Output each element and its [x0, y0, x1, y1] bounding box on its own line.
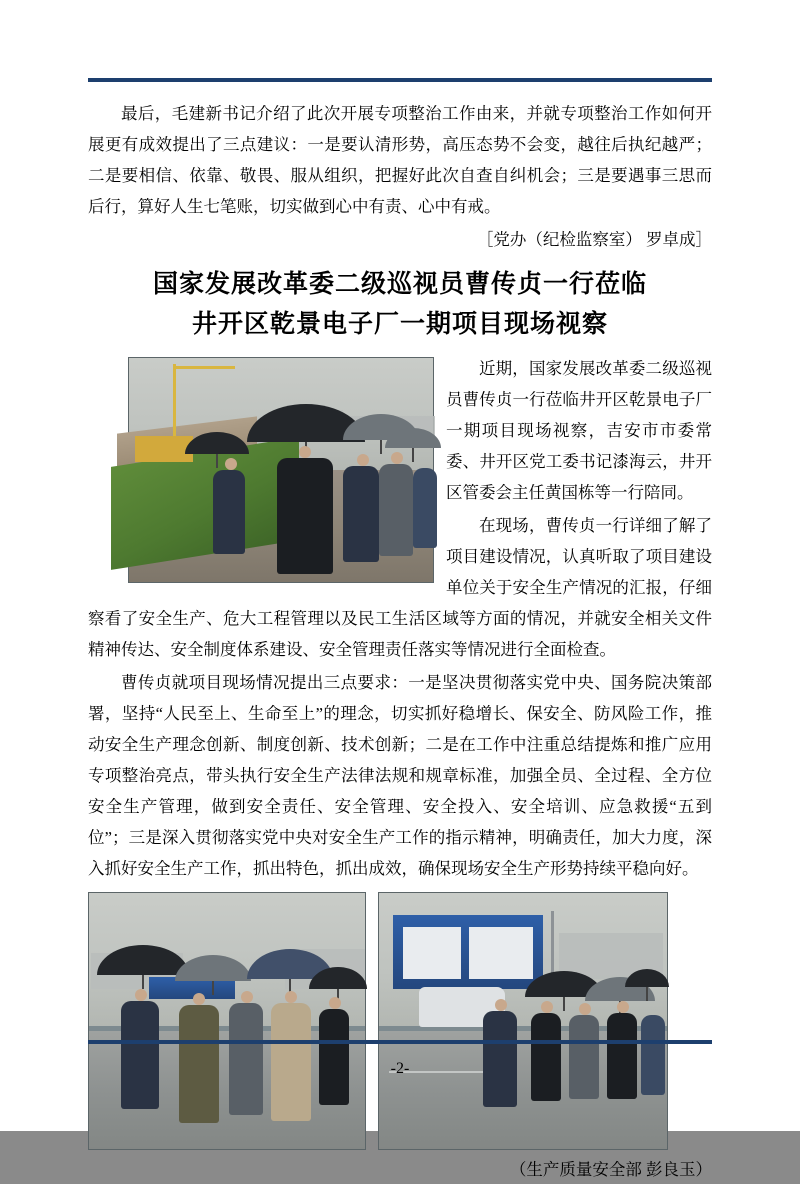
top-divider-rule	[88, 78, 712, 82]
photo-site-inspection-lead	[128, 357, 434, 583]
person-figure	[213, 470, 245, 554]
person-head	[357, 454, 369, 466]
project-display-board-panel	[469, 927, 533, 979]
person-figure	[413, 468, 437, 548]
person-head	[541, 1001, 553, 1013]
person-figure	[641, 1015, 665, 1095]
person-figure	[569, 1015, 599, 1099]
photo-site-inspection-banner	[378, 892, 668, 1150]
person-head	[495, 999, 507, 1011]
person-figure	[531, 1013, 561, 1101]
person-figure	[319, 1009, 349, 1105]
person-figure	[607, 1013, 637, 1099]
person-head	[225, 458, 237, 470]
person-head	[329, 997, 341, 1009]
person-head	[579, 1003, 591, 1015]
person-figure	[483, 1011, 517, 1107]
person-figure	[343, 466, 379, 562]
excavator-shape	[135, 436, 193, 462]
page-number: -2-	[390, 1060, 410, 1077]
person-figure	[379, 464, 413, 556]
photo-site-inspection-group	[88, 892, 366, 1150]
section-signature: ［党办（纪检监察室） 罗卓成］	[476, 230, 712, 249]
article-title	[88, 265, 712, 345]
page-content	[88, 78, 712, 1179]
crane-icon	[173, 364, 176, 438]
person-head	[135, 989, 147, 1001]
bottom-divider-rule	[88, 1040, 712, 1044]
person-figure	[121, 1001, 159, 1109]
project-display-board-panel	[403, 927, 461, 979]
paragraph-article-3: 曹传贞就项目现场情况提出三点要求：一是坚决贯彻落实党中央、国务院决策部署，坚持“人民至上、生命至上”的理念，切实抓好稳增长、保安全、防风险工作，推动安全生产理念创新、制度创新、技术创新；二是在工作中注重总结提炼和推广应用专项整治亮点，带头执行安全生产法律法规和规章标准，加强全员、全过程、全方位安全生产管理，做到安全责任、安全管理、安全投入、安全培训、应急救援“五到位”；三是深入贯彻落实党中央对安全生产工作的指示精神，明确责任，加大力度，深入抓好安全生产工作，抓出特色，抓出成效，确保现场安全生产形势持续平稳向好。	[88, 673, 712, 878]
crane-icon	[173, 366, 235, 369]
person-head	[241, 991, 253, 1003]
paragraph-article-2: 在现场，曹传贞一行详细了解了项目建设情况，认真听取了项目建设单位关于安全生产情况的汇报，仔细察看了安全生产、危大工程管理以及民工生活区域等方面的情况，并就安全相关文件精神传达、安全制度体系建设、安全管理责任落实等情况进行全面检查。	[88, 516, 712, 659]
article-lead-block	[88, 353, 712, 665]
article-title-line-2: 井开区乾景电子厂一期项目现场视察	[191, 311, 608, 338]
article-title-line-1: 国家发展改革委二级巡视员曹传贞一行莅临	[152, 271, 647, 298]
paragraph-article-1: 近期，国家发展改革委二级巡视员曹传贞一行莅临井开区乾景电子厂一期项目现场视察，吉安市市委常委、井开区党工委书记漆海云，井开区管委会主任黄国栋等一行陪同。	[446, 359, 712, 502]
person-head	[285, 991, 297, 1003]
person-head	[617, 1001, 629, 1013]
person-figure	[277, 458, 333, 574]
photo-row	[88, 892, 712, 1150]
person-head	[391, 452, 403, 464]
paragraph-top-1: 最后，毛建新书记介绍了此次开展专项整治工作由来，并就专项整治工作如何开展更有成效提出了三点建议：一是要认清形势，高压态势不会变，越往后执纪越严；二是要相信、依靠、敬畏、服从组织，把握好此次自查自纠机会；三是要遇事三思而后行，算好人生七笔账，切实做到心中有责、心中有戒。	[88, 104, 712, 216]
person-figure	[229, 1003, 263, 1115]
person-head	[193, 993, 205, 1005]
photo-caption: （生产质量安全部 彭良玉）	[509, 1160, 712, 1179]
person-head	[299, 446, 311, 458]
